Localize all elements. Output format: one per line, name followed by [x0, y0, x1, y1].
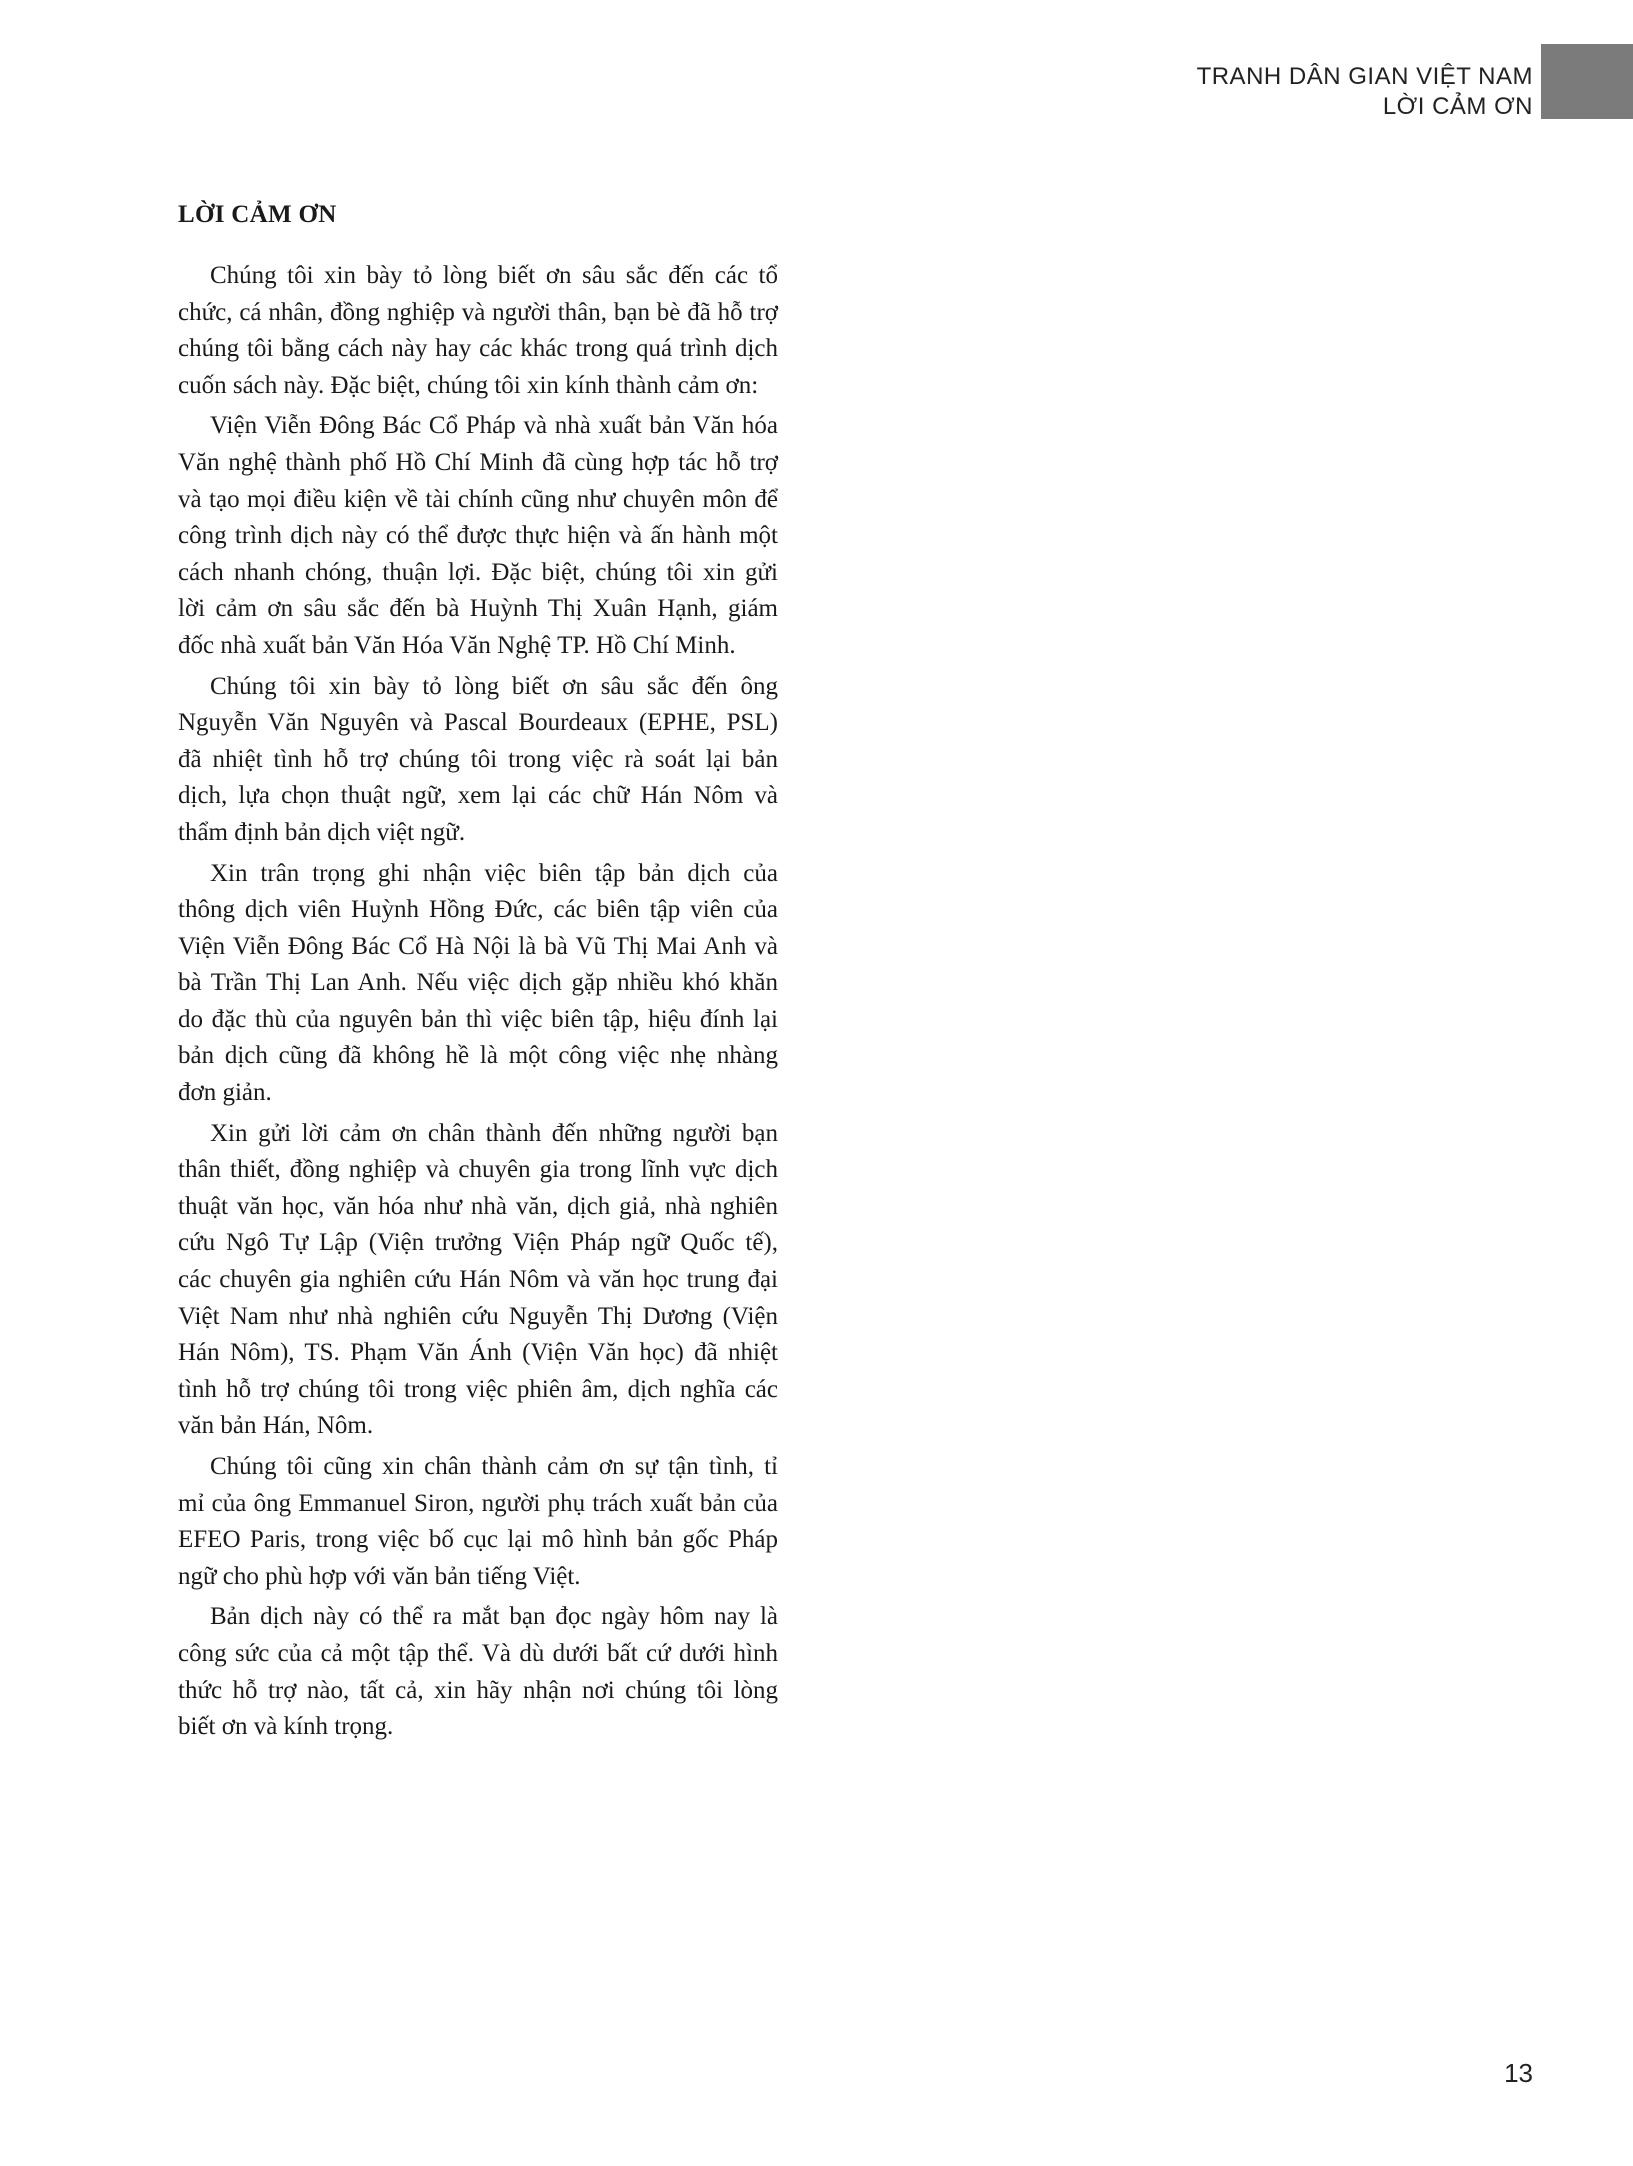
paragraph-line: thẩm định bản dịch việt ngữ.	[178, 818, 466, 846]
paragraph-line: Hán Nôm), TS. Phạm Văn Ánh (Viện Văn học) đã nhiệt	[178, 1339, 778, 1367]
paragraph-line: cứu Ngô Tự Lập (Viện trưởng Viện Pháp ngữ Quốc tế),	[178, 1229, 778, 1257]
paragraph	[178, 408, 778, 664]
paragraph-line: đã nhiệt tình hỗ trợ chúng tôi trong việc rà soát lại bản	[178, 745, 778, 773]
paragraph	[178, 258, 778, 404]
paragraph	[178, 1116, 778, 1445]
paragraph-line: các chuyên gia nghiên cứu Hán Nôm và văn học trung đại	[178, 1266, 778, 1294]
paragraph-line: cách nhanh chóng, thuận lợi. Đặc biệt, chúng tôi xin gửi	[178, 558, 778, 586]
paragraph-line: chúng tôi bằng cách này hay các khác trong quá trình dịch	[178, 335, 778, 363]
paragraph-line: Xin gửi lời cảm ơn chân thành đến những người bạn	[210, 1119, 778, 1147]
paragraph-line: thông dịch viên Huỳnh Hồng Đức, các biên tập viên của	[178, 896, 778, 924]
body-text	[178, 258, 778, 1746]
paragraph-line: biết ơn và kính trọng.	[178, 1713, 394, 1741]
paragraph-line: Chúng tôi cũng xin chân thành cảm ơn sự tận tình, tỉ	[210, 1453, 778, 1480]
paragraph-line: tình hỗ trợ chúng tôi trong việc phiên âm, dịch nghĩa các	[178, 1375, 778, 1403]
paragraph-line: công trình dịch này có thể được thực hiện và ấn hành một	[178, 522, 778, 550]
paragraph-line: Viện Viễn Đông Bác Cổ Hà Nội là bà Vũ Thị Mai Anh và	[178, 932, 778, 960]
paragraph-line: Viện Viễn Đông Bác Cổ Pháp và nhà xuất bản Văn hóa	[210, 412, 778, 440]
paragraph-line: thuật văn học, văn hóa như nhà văn, dịch giả, nhà nghiên	[178, 1192, 778, 1220]
running-header	[1197, 62, 1533, 122]
chapter-title: LỜI CẢM ƠN	[1382, 93, 1533, 120]
paragraph-line: mỉ của ông Emmanuel Siron, người phụ trách xuất bản của	[178, 1489, 778, 1517]
paragraph-line: Bản dịch này có thể ra mắt bạn đọc ngày hôm nay là	[210, 1603, 778, 1631]
main-content	[178, 200, 778, 1750]
paragraph-line: đốc nhà xuất bản Văn Hóa Văn Nghệ TP. Hồ Chí Minh.	[178, 631, 736, 659]
paragraph	[178, 669, 778, 852]
paragraph-line: lời cảm ơn sâu sắc đến bà Huỳnh Thị Xuân Hạnh, giám	[178, 595, 778, 623]
paragraph-line: ngữ cho phù hợp với văn bản tiếng Việt.	[178, 1562, 581, 1590]
paragraph-line: bản dịch cũng đã không hề là một công việc nhẹ nhàng	[178, 1042, 778, 1070]
paragraph-line: Nguyễn Văn Nguyên và Pascal Bourdeaux (EPHE, PSL)	[178, 709, 778, 737]
paragraph-line: và tạo mọi điều kiện về tài chính cũng như chuyên môn để	[178, 485, 778, 513]
paragraph	[178, 856, 778, 1112]
paragraph-line: thân thiết, đồng nghiệp và chuyên gia trong lĩnh vực dịch	[178, 1156, 778, 1184]
book-title: TRANH DÂN GIAN VIỆT NAM	[1196, 63, 1533, 90]
header-tab-block	[1541, 44, 1633, 119]
paragraph-line: thức hỗ trợ nào, tất cả, xin hãy nhận nơi chúng tôi lòng	[178, 1676, 778, 1704]
paragraph	[178, 1599, 778, 1745]
paragraph-line: Văn nghệ thành phố Hồ Chí Minh đã cùng hợp tác hỗ trợ	[178, 448, 778, 476]
paragraph	[178, 1449, 778, 1595]
paragraph-line: văn bản Hán, Nôm.	[178, 1412, 374, 1440]
paragraph-line: bà Trần Thị Lan Anh. Nếu việc dịch gặp nhiều khó khăn	[178, 969, 778, 997]
section-title: LỜI CẢM ƠN	[178, 201, 337, 228]
paragraph-line: chức, cá nhân, đồng nghiệp và người thân, bạn bè đã hỗ trợ	[178, 298, 778, 326]
paragraph-line: công sức của cả một tập thể. Và dù dưới bất cứ dưới hình	[178, 1639, 778, 1667]
paragraph-line: cuốn sách này. Đặc biệt, chúng tôi xin kính thành cảm ơn:	[178, 371, 759, 399]
paragraph-line: Xin trân trọng ghi nhận việc biên tập bản dịch của	[210, 859, 778, 887]
paragraph-line: Chúng tôi xin bày tỏ lòng biết ơn sâu sắc đến các tổ	[210, 262, 778, 289]
paragraph-line: dịch, lựa chọn thuật ngữ, xem lại các chữ Hán Nôm và	[178, 782, 778, 810]
paragraph-line: Việt Nam như nhà nghiên cứu Nguyễn Thị Dương (Viện	[178, 1302, 778, 1330]
paragraph-line: Chúng tôi xin bày tỏ lòng biết ơn sâu sắc đến ông	[210, 672, 778, 700]
paragraph-line: do đặc thù của nguyên bản thì việc biên tập, hiệu đính lại	[178, 1005, 778, 1033]
paragraph-line: đơn giản.	[178, 1079, 272, 1107]
page-number: 13	[1504, 2058, 1533, 2088]
paragraph-line: EFEO Paris, trong việc bố cục lại mô hình bản gốc Pháp	[178, 1526, 778, 1554]
